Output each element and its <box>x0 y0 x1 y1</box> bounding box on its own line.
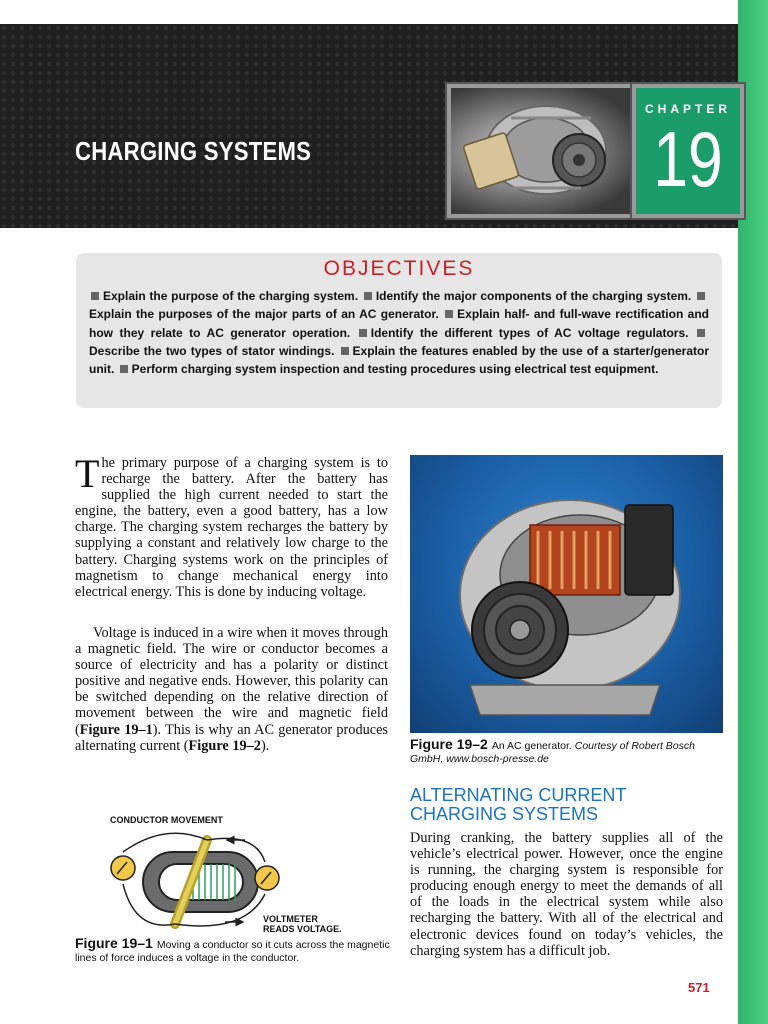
bullet-square-icon <box>341 347 349 355</box>
chapter-number: 19 <box>653 115 723 203</box>
section-heading: ALTERNATING CURRENT CHARGING SYSTEMS <box>410 785 627 824</box>
objective-item: Perform charging system inspection and testing procedures using electrical test equipment. <box>131 362 659 377</box>
chapter-banner <box>0 24 738 228</box>
figure-reference-19-1[interactable]: Figure 19–1 <box>79 721 153 738</box>
caption-text: An AC generator. <box>491 740 572 752</box>
chapter-label: CHAPTER <box>644 102 731 116</box>
objectives-box <box>76 253 722 408</box>
diagram-label-reads-voltage: READS VOLTAGE. <box>263 924 342 934</box>
objective-item: Identify the different types of AC voltage regulators. <box>370 325 689 340</box>
bullet-square-icon <box>120 365 128 373</box>
drop-cap: T <box>75 451 100 496</box>
objective-item: Explain the purpose of the charging system. <box>103 289 359 303</box>
objective-item: Describe the two types of stator windings. <box>89 343 335 358</box>
figure-19-1-diagram <box>75 812 395 942</box>
figure-label: Figure 19–1 <box>75 935 153 951</box>
page-number: 571 <box>688 980 710 995</box>
paragraph-text: Voltage is induced in a wire when it moves through a magnetic field. The wire or conductor becomes a source of electricity and has a polarity or distinct positive and negative ends. However, this polarity can be switched depending on the relative direction of movement between the wire and magnetic field ( <box>75 625 388 738</box>
caption-text: Moving a conductor so it cuts across the magnetic lines of force induces a voltage in the conductor. <box>75 939 390 964</box>
bullet-square-icon <box>445 310 453 318</box>
objective-item: Explain the features enabled by the use of a starter/generator unit. <box>89 343 710 377</box>
intro-paragraph <box>75 451 388 600</box>
intro-paragraph-text: he primary purpose of a charging system is to recharge the battery. After the battery has supplied the high current needed to start the engine, the battery, even a good battery, has a low charge. The charging system recharges the battery by supplying a constant and relatively low charge to the battery. Charging systems work on the principles of magnetism to change mechanical energy into electrical energy. This is done by inducing voltage. <box>75 455 388 600</box>
paragraph-text: ). This is why an AC generator produces alternating current ( <box>75 721 388 754</box>
caption-credit: Courtesy of Robert Bosch GmbH, www.bosch-presse.de <box>410 740 695 765</box>
paragraph-text: ). <box>260 737 270 754</box>
figure-19-2-photo <box>410 455 723 733</box>
banner-generator-photo <box>447 84 637 218</box>
bullet-square-icon <box>697 329 705 337</box>
objective-item: Identify the major components of the charging system. <box>375 289 692 303</box>
figure-reference-19-2[interactable]: Figure 19–2 <box>188 737 261 754</box>
objective-item: Explain half- and full-wave rectification and how they relate to AC generator operation. <box>89 307 709 340</box>
figure-19-1-caption <box>75 937 393 965</box>
bullet-square-icon <box>359 329 367 337</box>
bullet-square-icon <box>697 292 705 300</box>
diagram-label-voltmeter: VOLTMETER <box>263 914 318 924</box>
objectives-heading: OBJECTIVES <box>323 257 475 280</box>
chapter-number-box <box>632 84 744 218</box>
bullet-square-icon <box>364 292 372 300</box>
diagram-label-conductor-movement: CONDUCTOR MOVEMENT <box>110 815 223 825</box>
bullet-square-icon <box>91 292 99 300</box>
figure-label: Figure 19–2 <box>410 736 488 752</box>
objective-item: Explain the purposes of the major parts of an AC generator. <box>89 307 439 322</box>
ac-charging-paragraph: During cranking, the battery supplies all of the vehicle’s electrical power. However, once the engine is running, the charging system is responsible for producing enough energy to meet the demands of all of the loads in the electrical system while also recharging the battery. With all of the electrical and electronic devices found on today’s vehicles, the charging system has a difficult job. <box>410 830 723 959</box>
objectives-list <box>89 287 709 378</box>
figure-19-2-caption <box>410 738 723 766</box>
induction-paragraph <box>75 625 388 754</box>
chapter-title: CHARGING SYSTEMS <box>75 136 312 166</box>
